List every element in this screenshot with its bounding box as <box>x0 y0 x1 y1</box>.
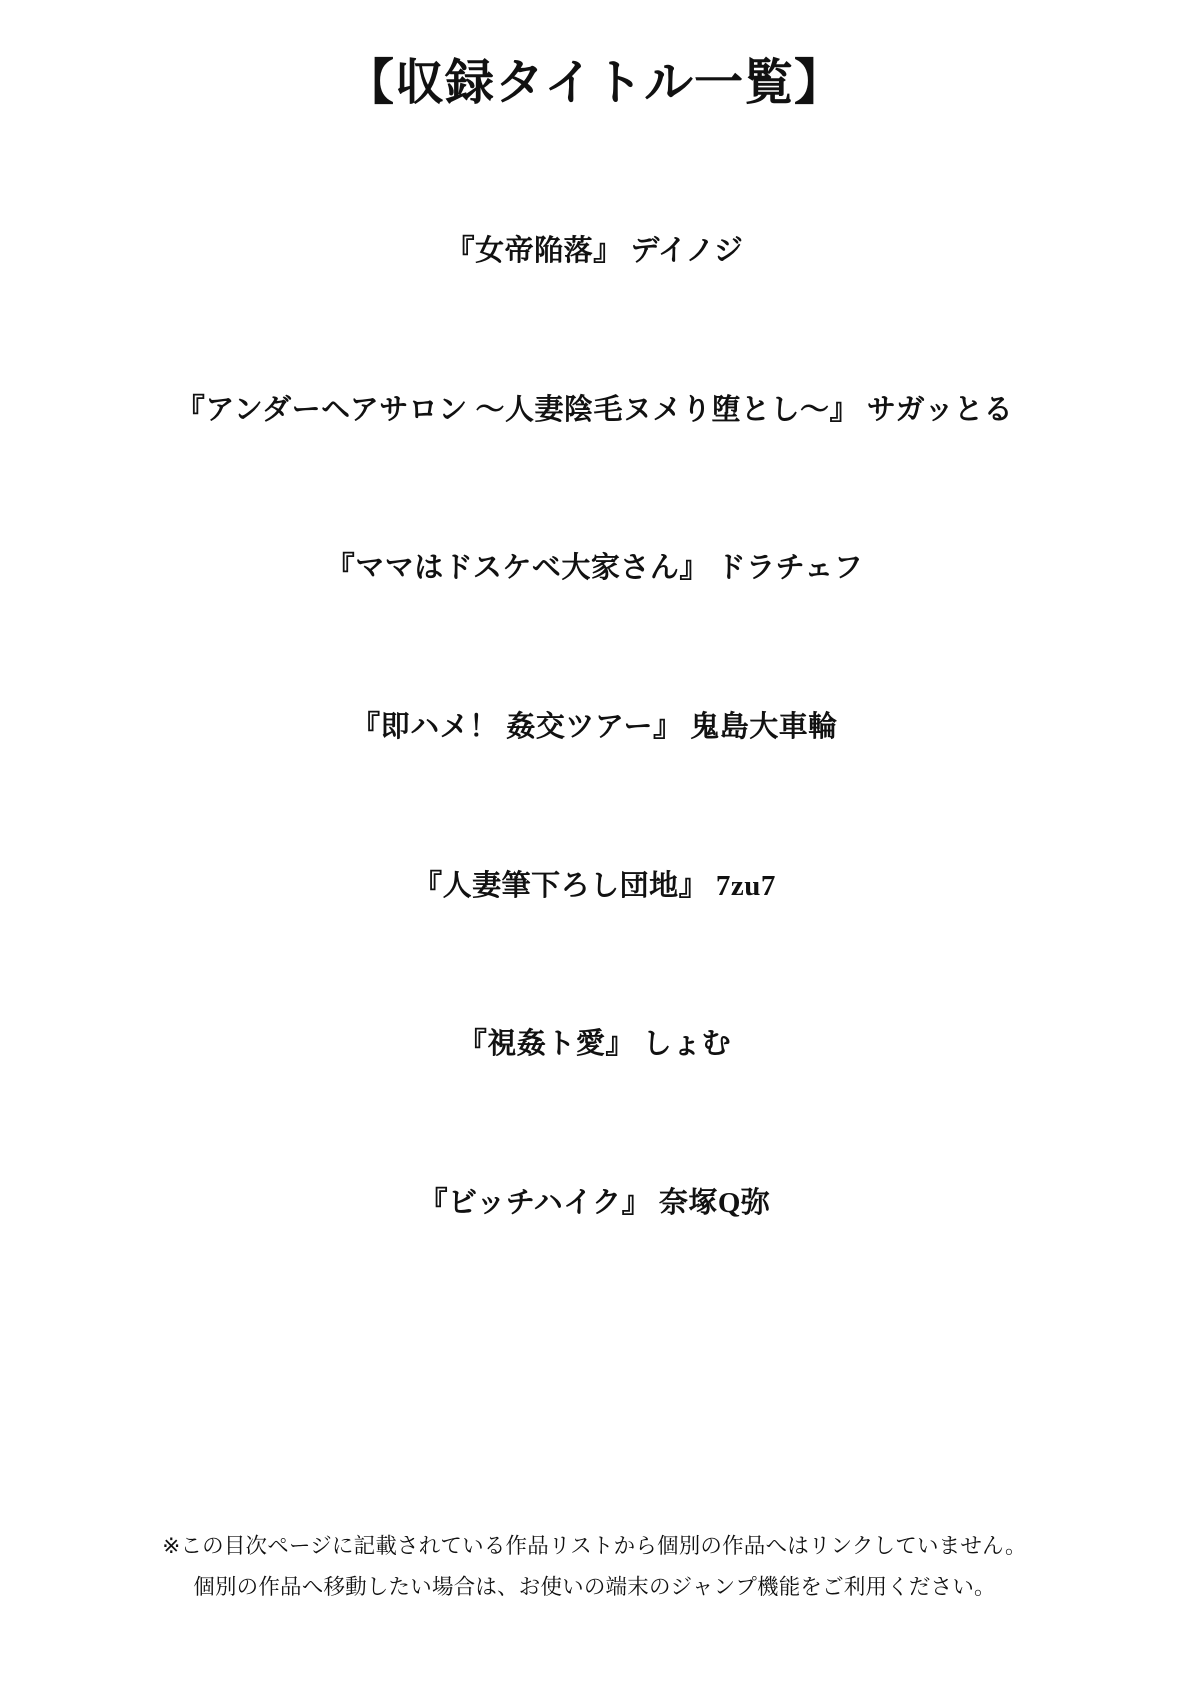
list-item: 『人妻筆下ろし団地』 7zu7 <box>413 869 776 902</box>
list-item: 『女帝陥落』 デイノジ <box>445 235 744 268</box>
list-item: 『ママはドスケベ大家さん』 ドラチェフ <box>325 552 864 585</box>
page-title: 【収録タイトル一覧】 <box>344 55 845 110</box>
list-item: 『アンダーヘアサロン ～人妻陰毛ヌメり堕とし～』 サガッとる <box>175 393 1014 426</box>
list-item: 『ビッチハイク』 奈塚Q弥 <box>418 1186 771 1219</box>
footer-note <box>0 1527 1189 1609</box>
list-item: 『視姦ト愛』 しょむ <box>457 1028 732 1061</box>
list-item: 『即ハメ！ 姦交ツアー』 鬼島大車輪 <box>351 711 838 744</box>
footer-note-line-1: ※この目次ページに記載されている作品リストから個別の作品へはリンクしていません。 <box>162 1534 1027 1560</box>
title-list <box>0 231 1189 1223</box>
footer-note-line-2: 個別の作品へ移動したい場合は、お使いの端末のジャンプ機能をご利用ください。 <box>193 1575 996 1601</box>
